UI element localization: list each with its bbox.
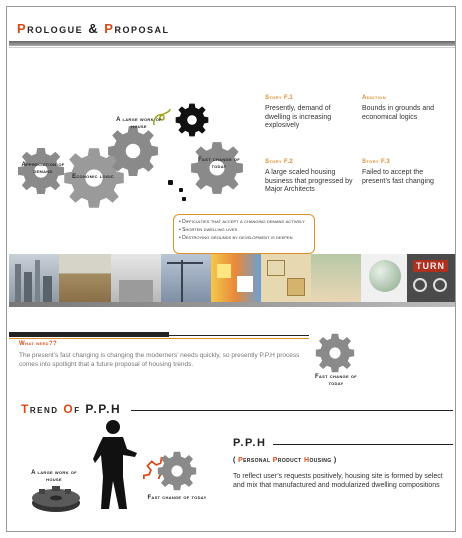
pph-sub-part: ) <box>331 457 337 464</box>
strip-underline <box>9 302 455 307</box>
dot-decoration <box>182 197 186 201</box>
story-text: A large scaled housing business that progressed by Major Architects <box>265 169 353 193</box>
turn-label: TURN <box>413 260 448 272</box>
title-underline-thin <box>9 47 455 48</box>
divider-line <box>169 335 309 336</box>
trend-part: f P.P.H <box>74 402 122 416</box>
divider-line-orange <box>9 338 309 339</box>
photo-model <box>311 254 361 302</box>
callout-item: • Destroying grounds by development is deepen <box>179 235 293 241</box>
pph-sub-part: roduct <box>277 457 304 464</box>
title-part: rologue & <box>27 21 105 36</box>
callout-item: • Shorten dwelling lives <box>179 227 238 233</box>
gear-icon <box>107 125 159 177</box>
story-heading: Addition <box>362 95 386 101</box>
gear-label-economic: Economic logic <box>72 174 114 180</box>
title-initial: P <box>104 21 115 36</box>
story-heading: Story F.2 <box>265 159 294 165</box>
callout-item: • Difficulties that accept a changing demand actively <box>179 219 305 225</box>
photo-strip <box>9 254 455 302</box>
pph-title: P.P.H <box>233 437 267 449</box>
pph-underline <box>273 444 453 445</box>
trend-underline <box>131 410 453 411</box>
gear-label-fast-change: Fast change of today <box>197 157 241 170</box>
photo-globe <box>361 254 407 302</box>
story-heading: Story F.1 <box>265 95 294 101</box>
title-part: roposal <box>114 21 170 36</box>
photo-cranes <box>161 254 211 302</box>
story-text: Failed to accept the present’s fast changing <box>362 169 434 185</box>
story-text: Presently, demand of dwelling is increasing explosively <box>265 105 332 129</box>
pph-sub-part: ( <box>233 457 239 464</box>
trend-initial: T <box>21 402 30 416</box>
gear-icon <box>157 451 197 491</box>
gear-icon <box>315 333 355 373</box>
figure-label-fast-change: Fast change of today <box>147 495 207 501</box>
pph-sub-part: ousing <box>309 457 332 464</box>
problem-callout <box>173 214 315 254</box>
document-page <box>6 6 456 532</box>
dot-decoration <box>179 188 183 192</box>
photo-city-skyline <box>9 254 59 302</box>
photo-colorful-blocks <box>211 254 261 302</box>
photo-buildings <box>111 254 161 302</box>
3d-gear-icon <box>29 485 83 513</box>
pph-sub-part: ersonal <box>243 457 273 464</box>
divider-line <box>9 332 169 337</box>
pph-subtitle <box>233 457 337 464</box>
dot-decoration <box>168 180 173 185</box>
story-text: Bounds in grounds and economical logics <box>362 105 434 121</box>
pph-sub-initial: P <box>272 457 278 464</box>
title-underline <box>9 41 455 46</box>
figure-label-large-work: A large work of house <box>31 470 77 483</box>
need-text: The present’s fast changing is changing the moderners’ needs quickly, so presently P.P.H process comes into spotlight that a future proposal of housing trends. <box>19 352 300 368</box>
story-heading: Story F.3 <box>362 159 391 165</box>
photo-construction-site <box>59 254 111 302</box>
page-title <box>17 21 169 36</box>
trend-part: rend <box>29 402 64 416</box>
trend-initial: O <box>63 402 75 416</box>
pph-text: To reflect user’s requests positively, housing site is formed by select and mix that manufactured and modularized dwelling compositions <box>233 473 443 489</box>
pph-sub-initial: P <box>238 457 244 464</box>
title-initial: P <box>17 21 28 36</box>
pph-sub-initial: H <box>303 457 310 464</box>
gear-label-large-work: A large work of house <box>116 117 162 130</box>
photo-floor-plan <box>261 254 311 302</box>
trend-heading <box>21 402 121 416</box>
gear-label-appreciation: Appreciation of demand <box>21 162 65 175</box>
photo-turn-sign <box>407 254 455 302</box>
need-heading: What need?? <box>19 341 58 347</box>
gear-label-fast-change: Fast change of today <box>314 374 358 387</box>
black-gear-icon <box>175 103 209 137</box>
